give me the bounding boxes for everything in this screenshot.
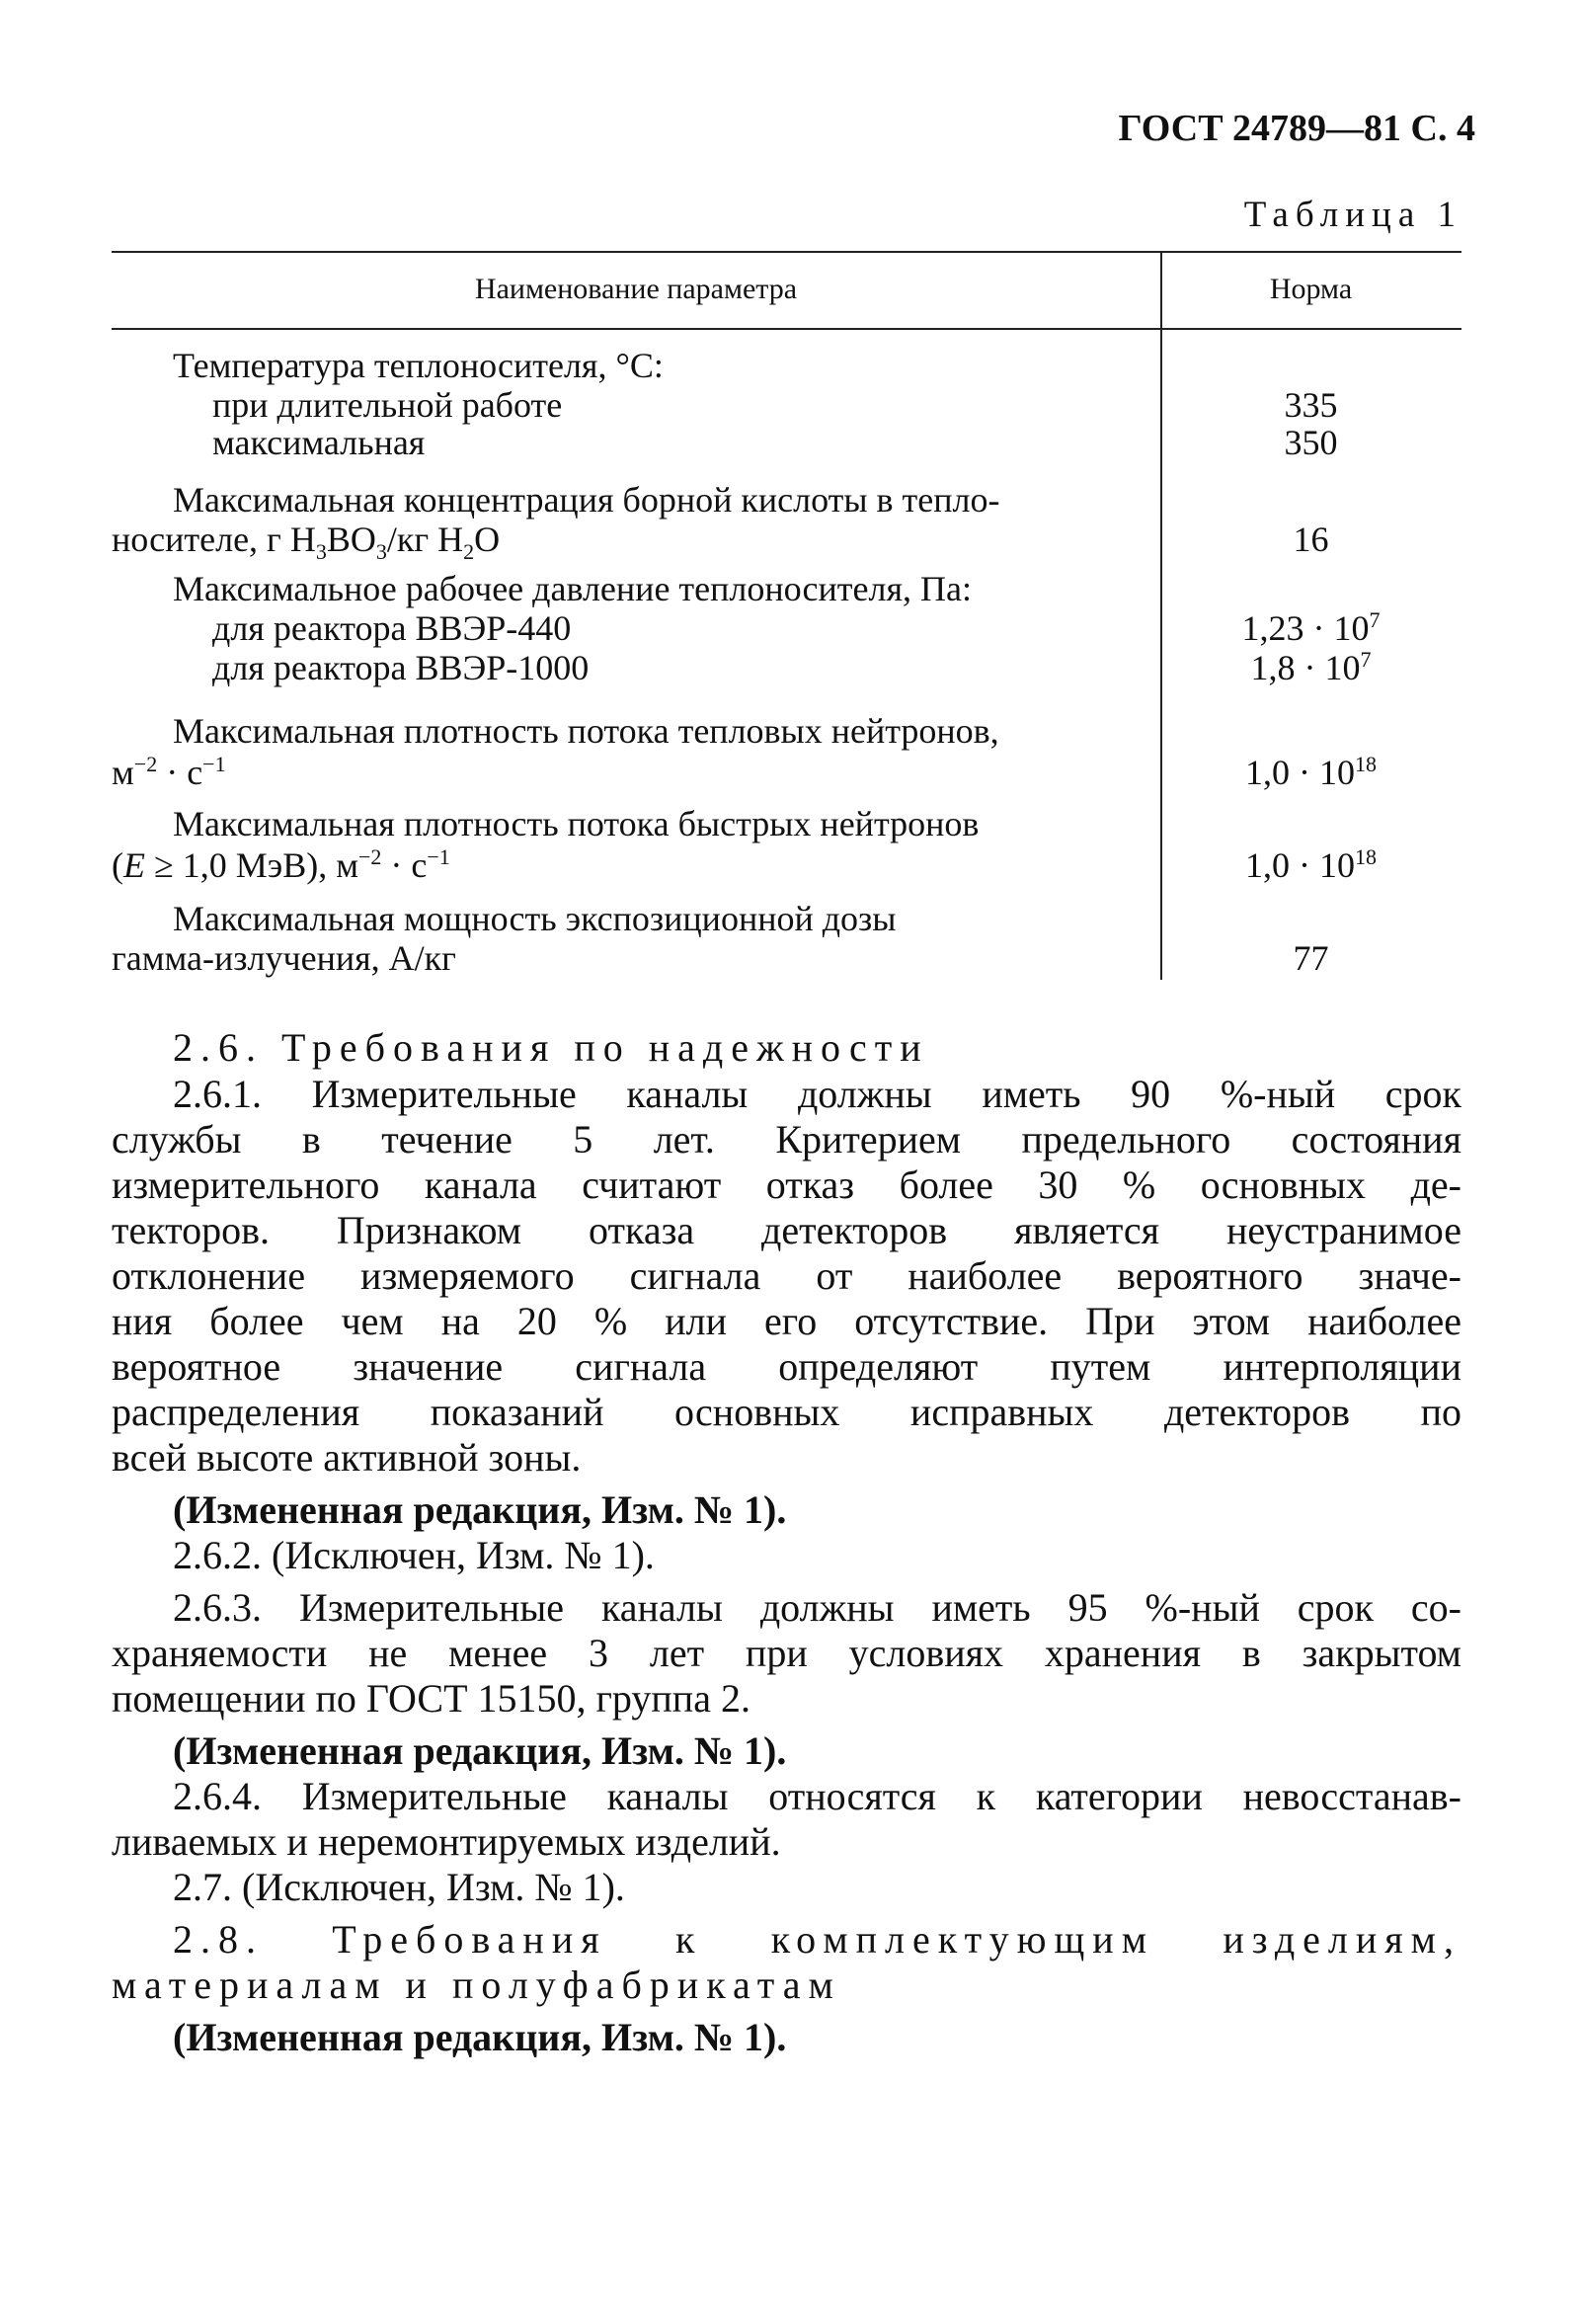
section-2-6-heading: 2.6. Требования по надежности (173, 1025, 929, 1070)
row3-sublabel-vver1000: для реактора ВВЭР-1000 (212, 648, 590, 687)
row4-value: $1,0 \cdot 10^{18}$ (1245, 752, 1377, 792)
para-2-6-3-line-1: 2.6.3. Измерительные каналы должны иметь 95 %-ный срок со- (173, 1585, 1461, 1630)
row1-sublabel-continuous: при длительной работе (212, 385, 563, 425)
table-top-rule (112, 251, 1461, 253)
page-header: ГОСТ 24789—81 С. 4 (1118, 108, 1475, 149)
column-header-parameter: Наименование параметра (474, 273, 798, 305)
row6-label: Максимальная мощность экспозиционной дозы (173, 899, 897, 938)
row1-value-continuous: 335 (1284, 385, 1338, 425)
row1-value-max: 350 (1284, 423, 1338, 462)
column-header-norm: Норма (1269, 273, 1353, 305)
para-2-6-1-line-9: всей высоте активной зоны. (112, 1435, 582, 1480)
para-2-6-4-line-1: 2.6.4. Измерительные каналы относятся к категории невосстанав- (173, 1774, 1461, 1818)
para-2-6-1-line-8: распределения показаний основных исправных детекторов по (112, 1390, 1461, 1434)
table-caption: Таблица 1 (1243, 195, 1462, 235)
row6-label-cont: гамма-излучения, А/кг (112, 938, 456, 978)
row5-label: Максимальная плотность потока быстрых нейтронов (173, 804, 980, 843)
row5-value: $1,0 \cdot 10^{18}$ (1245, 844, 1377, 885)
row2-label-cont: носителе, г $H_3BO_3/кг$ $H_2O$ (112, 520, 501, 565)
row3-value-vver1000: $1,8 \cdot 10^7$ (1250, 647, 1372, 687)
para-2-6-1-line-1: 2.6.1. Измерительные каналы должны иметь 90 %-ный срок (173, 1072, 1461, 1116)
para-2-6-1-line-5: отклонение измеряемого сигнала от наиболее вероятного значе- (112, 1253, 1461, 1298)
para-2-7: 2.7. (Исключен, Изм. № 1). (173, 1865, 625, 1909)
para-2-6-4-line-2: ливаемых и неремонтируемых изделий. (112, 1819, 781, 1864)
section-2-8-heading-line-1: 2.8. Требования к комплектующим изделиям, (173, 1917, 1461, 1962)
row4-label-cont: $м^{-2} \cdot с^{-1}$ (112, 752, 226, 792)
table-header-rule (112, 328, 1461, 330)
para-2-6-3-line-2: храняемости не менее 3 лет при условиях хранения в закрытом (112, 1631, 1461, 1675)
amendment-note-1: (Измененная редакция, Изм. № 1). (173, 1487, 787, 1532)
para-2-6-2: 2.6.2. (Исключен, Изм. № 1). (173, 1533, 655, 1577)
amendment-note-2: (Измененная редакция, Изм. № 1). (173, 1728, 787, 1773)
row3-sublabel-vver440: для реактора ВВЭР-440 (212, 608, 572, 648)
row4-label: Максимальная плотность потока тепловых нейтронов, (173, 711, 999, 751)
row3-value-vver440: $1,23 \cdot 10^7$ (1241, 607, 1381, 648)
row2-value: 16 (1293, 520, 1329, 559)
row3-label: Максимальное рабочее давление теплоносителя, Па: (173, 569, 972, 608)
amendment-note-3: (Измененная редакция, Изм. № 1). (173, 2015, 787, 2059)
para-2-6-1-line-4: текторов. Признаком отказа детекторов является неустранимое (112, 1208, 1461, 1252)
row6-value: 77 (1293, 938, 1329, 978)
para-2-6-1-line-3: измерительного канала считают отказ более 30 % основных де- (112, 1162, 1461, 1207)
row1-label: Температура теплоносителя, °С: (173, 346, 664, 385)
para-2-6-3-line-3: помещении по ГОСТ 15150, группа 2. (112, 1676, 750, 1721)
section-2-8-heading-line-2: материалам и полуфабрикатам (112, 1963, 841, 2007)
para-2-6-1-line-2: службы в течение 5 лет. Критерием предельного состояния (112, 1117, 1461, 1162)
row1-sublabel-max: максимальная (212, 423, 426, 462)
para-2-6-1-line-6: ния более чем на 20 % или его отсутствие. При этом наиболее (112, 1299, 1461, 1343)
row2-label: Максимальная концентрация борной кислоты в тепло- (173, 480, 1000, 520)
para-2-6-1-line-7: вероятное значение сигнала определяют путем интерполяции (112, 1344, 1461, 1389)
row5-label-cont: (E ≥ 1,0 МэВ), $м^{-2} \cdot с^{-1}$ (112, 844, 450, 885)
